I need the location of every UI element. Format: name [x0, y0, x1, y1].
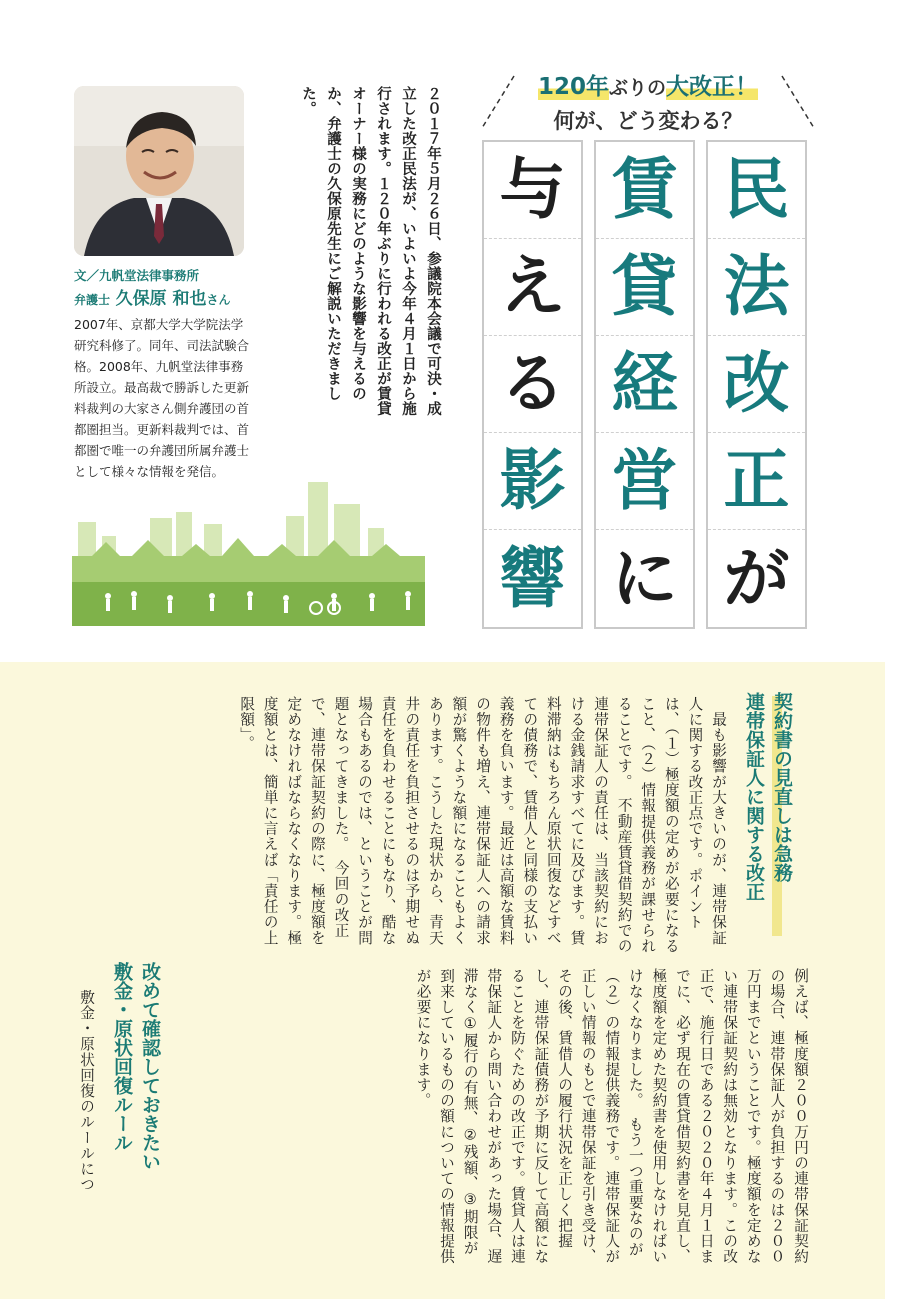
- dashed-line-left: [478, 72, 518, 132]
- title-char: 営: [596, 433, 693, 530]
- title-char: 貸: [596, 239, 693, 336]
- kicker-mid: ぶりの: [609, 77, 667, 99]
- portrait-illustration: [74, 86, 244, 256]
- title-column-1: [706, 140, 807, 629]
- section1-body: 最も影響が大きいのが、連帯保証人に関する改正点です。ポイントは、（１）極度額の定めが必要になること、（２）情報提供義務が課せられることです。 不動産賃貸借契約での連帯保証人の責任は、当該契約における金銭請求すべてに及びます。賃料滞納はもちろん原状回復などすべての債務で、賃借人と同様の支払い義務を負います。最近は高額な賃料の物件も増え、連帯保証人への請求額が驚くような額になることもよくあります。こうした現状から、青天井の責任を負担させるのは予期せぬ責任を負わせることにもなり、酷な場合もあるのでは、ということが問題となってきました。 今回の改正で、連帯保証契約の際に、極度額を定めなければならなくなります。極度額とは、簡単に言えば「責任の上限額」。: [238, 696, 727, 954]
- title-char: 正: [708, 433, 805, 530]
- intro-text: ２０１７年５月２６日、参議院本会議で可決・成立した改正民法が、いよいよ今年４月１日から施行されます。１２０年ぶりに行われる改正が賃貸オーナー様の実務にどのような影響を与えるのか、弁護士の久保原先生にご解説いただきました。: [300, 86, 441, 416]
- section2-heading-line2: 敷金・原状回復ルール: [111, 962, 133, 1152]
- author-suffix: さん: [206, 293, 231, 307]
- title-char: 響: [499, 539, 566, 617]
- article-panel: [0, 662, 885, 1299]
- kicker-accent: 120年: [537, 74, 609, 100]
- title-char: 法: [708, 239, 805, 336]
- title-char: え: [484, 239, 581, 336]
- kicker-line2: 何が、どう変わる？: [553, 109, 743, 133]
- section2-heading: [108, 962, 164, 1192]
- city-illustration: [72, 478, 425, 626]
- section3-body: 敷金・原状回復のルールにつ: [78, 974, 95, 1193]
- author-name: 久保原 和也: [115, 289, 207, 309]
- author-bio: 2007年、京都大学大学院法学研究科修了。同年、司法試験合格。2008年、九帆堂法律事務所設立。最高裁で勝訴した更新料裁判の大家さん側弁護団の首都圏担当。更新料裁判では、首都圏で唯一の弁護団所属弁護士として様々な情報を発信。: [74, 317, 250, 479]
- section1-heading: [740, 692, 796, 952]
- title-char: 改: [708, 336, 805, 433]
- author-photo: [74, 86, 244, 256]
- title-char: に: [611, 539, 678, 617]
- author-title: 弁護士: [74, 293, 111, 307]
- kicker-line1: [498, 68, 798, 101]
- title-column-2: [594, 140, 695, 629]
- title-char: 民: [708, 142, 805, 239]
- author-role: 文／九帆堂法律事務所: [74, 268, 200, 283]
- section2-body: 例えば、極度額２００万円の連帯保証契約の場合、連帯保証人が負担するのは２００万円までということです。極度額を定めない連帯保証契約は無効となります。この改正で、施行日である２０２０年４月１日までに、必ず現在の賃貸借契約書を見直し、極度額を定めた契約書を使用しなければいけなくなりました。 もう一つ重要なのが（２）の情報提供義務です。連帯保証人が正しい情報のもとで連帯保証を引き受け、その後、賃借人の履行状況を正しく把握し、連帯保証債務が予期に反して高額になることを防ぐための改正です。賃貸人は連帯保証人から問い合わせがあった場合、遅滞なく①履行の有無、②残額、③期限が到来しているものの額についての情報提供が必要になります。: [414, 968, 809, 1265]
- title-char: 影: [484, 433, 581, 530]
- title-char: る: [484, 336, 581, 433]
- title-column-3: [482, 140, 583, 629]
- title-char: 賃: [596, 142, 693, 239]
- section1-heading-line2: 連帯保証人に関する改正: [743, 692, 765, 901]
- title-char: 経: [596, 336, 693, 433]
- author-name-line: [74, 284, 231, 309]
- title-char: が: [723, 539, 790, 617]
- section2-heading-line1: 改めて確認しておきたい: [139, 962, 161, 1171]
- kicker: [498, 62, 798, 132]
- kicker-big: 大改正！: [666, 74, 759, 100]
- dashed-line-right: [778, 72, 818, 132]
- section1-heading-line1: 契約書の見直しは急務: [771, 692, 793, 882]
- title-char: 与: [484, 142, 581, 239]
